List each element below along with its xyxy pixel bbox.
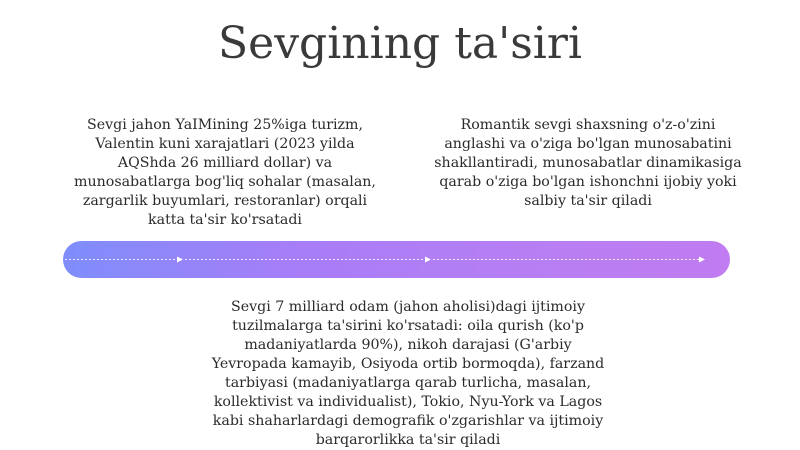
arrow-right-icon	[699, 257, 705, 263]
page-title: Sevgining ta'siri	[218, 18, 582, 69]
timeline-bar	[63, 241, 730, 278]
timeline-arrows	[63, 241, 730, 278]
arrow-right-icon	[425, 257, 431, 263]
text-block-personal: Romantik sevgi shaxsning o'z-o'zini anglashi va o'ziga bo'lgan munosabatini shakllantiradi, munosabatlar dinamikasiga qarab o'ziga bo'lgan ishonchni ijobiy yoki salbiy ta'sir qiladi	[434, 117, 742, 209]
text-block-social: Sevgi 7 milliard odam (jahon aholisi)dagi ijtimoiy tuzilmalarga ta'sirini ko'rsatadi: oila qurish (ko'p madaniyatlarda 90%), nikoh darajasi (G'arbiy Yevropada kamayib, Osiyoda ortib bormoqda), farzand tarbiyasi (madaniyatlarga qarab turlicha, masalan, kollektivist va individualist), Tokio, Nyu-York va Lagos kabi shaharlardagi demografik o'zgarishlar va ijtimoiy barqarorlikka ta'sir qiladi	[211, 299, 605, 448]
arrow-right-icon	[177, 257, 183, 263]
text-block-economic: Sevgi jahon YaIMining 25%iga turizm, Valentin kuni xarajatlari (2023 yilda AQShda 26 milliard dollar) va munosabatlarga bog'liq sohalar (masalan, zargarlik buyumlari, restoranlar) orqali katta ta'sir ko'rsatadi	[74, 117, 376, 228]
